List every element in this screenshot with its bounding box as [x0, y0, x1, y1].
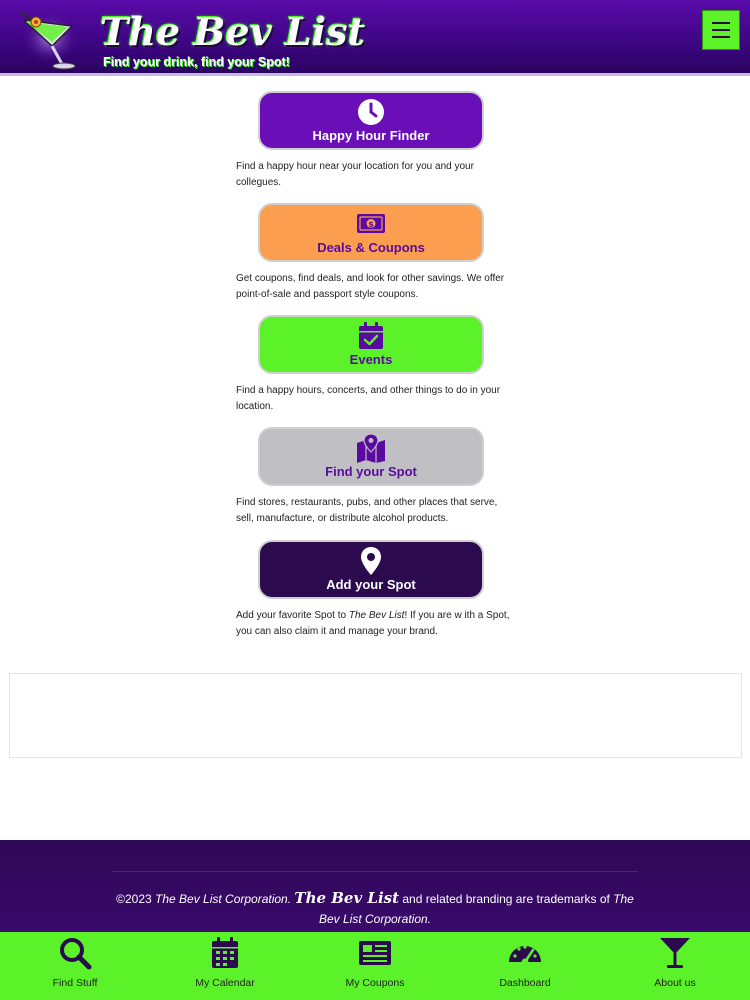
cocktail-icon — [657, 936, 693, 970]
calendar-check-icon — [356, 321, 386, 351]
nav-label: My Calendar — [195, 977, 255, 989]
brand-tagline: Find your drink, find your Spot! — [103, 55, 290, 69]
add-spot-description — [236, 608, 516, 639]
company-name: The Bev List Corporation. — [318, 892, 634, 926]
hamburger-menu-icon[interactable] — [702, 10, 740, 50]
nav-about-us[interactable] — [600, 932, 750, 1000]
ad-placeholder — [9, 673, 742, 758]
nav-label: Dashboard — [499, 977, 551, 989]
find-spot-description: Find stores, restaurants, pubs, and other places that serve, sell, manufacture, or distribute alcohol products. — [236, 497, 498, 524]
brand-wordmark: The Bev List — [294, 889, 400, 907]
martini-glass-icon[interactable] — [16, 8, 80, 72]
money-bill-icon — [356, 209, 386, 239]
button-label: Deals & Coupons — [317, 240, 425, 255]
gauge-icon — [507, 936, 543, 970]
events-description: Find a happy hours, concerts, and other things to do in your location. — [236, 385, 501, 412]
search-icon — [57, 936, 93, 970]
brand-name: The Bev List — [348, 610, 405, 621]
nav-my-calendar[interactable] — [150, 932, 300, 1000]
footer-divider — [112, 871, 638, 872]
button-label: Happy Hour Finder — [312, 128, 430, 143]
map-marker-icon — [356, 433, 386, 463]
company-name: The Bev List Corporation. — [155, 892, 292, 906]
nav-my-coupons[interactable] — [300, 932, 450, 1000]
events-button[interactable] — [258, 315, 484, 374]
desc-text: Add your favorite Spot to — [236, 610, 349, 621]
deals-coupons-button[interactable] — [258, 203, 484, 262]
button-label: Add your Spot — [326, 577, 416, 592]
nav-label: About us — [654, 977, 696, 989]
button-label: Find your Spot — [325, 464, 417, 479]
happy-hour-description: Find a happy hour near your location for you and your collegues. — [236, 161, 474, 188]
happy-hour-finder-button[interactable] — [258, 91, 484, 150]
nav-label: My Coupons — [345, 977, 405, 989]
bottom-nav — [0, 932, 750, 1000]
desc-text: ! If you are w ith a Spot, you can also claim it and manage your brand. — [236, 610, 510, 637]
button-label: Events — [349, 352, 393, 367]
footer-copyright — [110, 888, 640, 929]
newspaper-icon — [357, 936, 393, 970]
footer — [0, 840, 750, 932]
nav-find-stuff[interactable] — [0, 932, 150, 1000]
find-your-spot-button[interactable] — [258, 427, 484, 486]
trademark-text: and related branding are trademarks of — [399, 892, 614, 906]
nav-dashboard[interactable] — [450, 932, 600, 1000]
nav-label: Find Stuff — [52, 977, 98, 989]
copyright-year: ©2023 — [116, 892, 155, 906]
add-your-spot-button[interactable] — [258, 540, 484, 599]
brand-title[interactable]: The Bev List — [100, 9, 366, 54]
location-pin-icon — [356, 546, 386, 576]
header — [0, 0, 750, 76]
svg-text:$: $ — [368, 220, 374, 229]
deals-description: Get coupons, find deals, and look for other savings. We offer point-of-sale and passport style coupons. — [236, 273, 505, 300]
calendar-icon — [207, 936, 243, 970]
clock-icon — [356, 97, 386, 127]
